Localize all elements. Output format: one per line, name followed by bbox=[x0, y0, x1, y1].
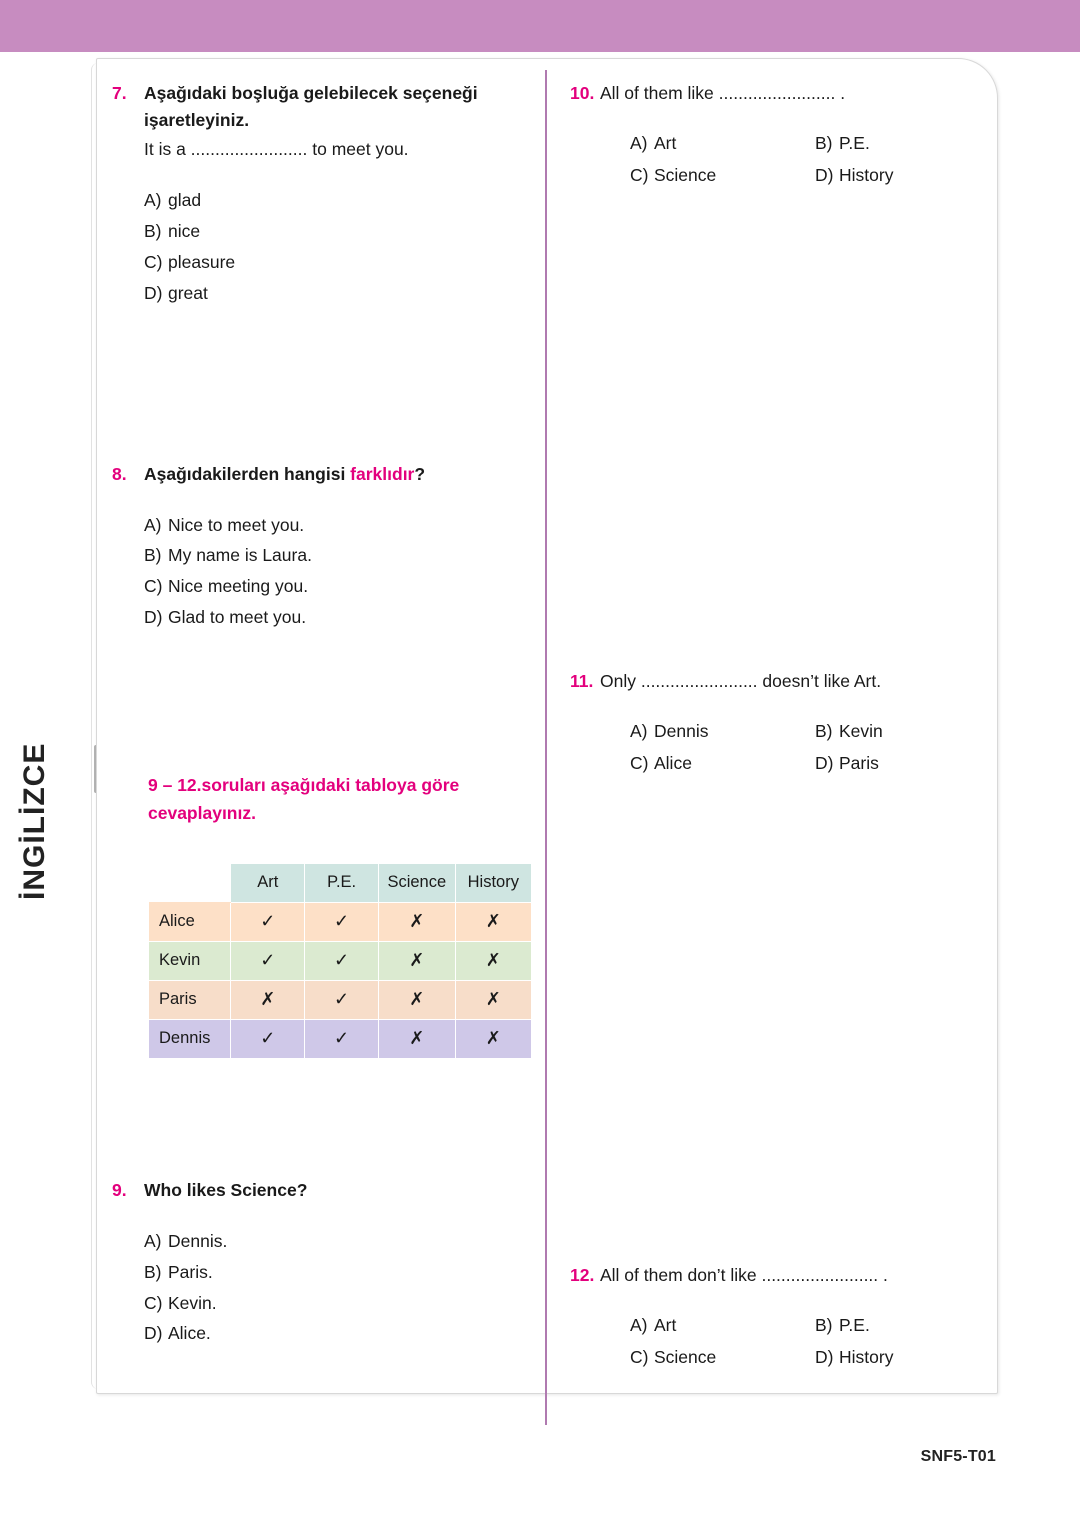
option-text: Kevin. bbox=[168, 1292, 217, 1313]
option-letter: A) bbox=[630, 720, 648, 741]
option-letter: D) bbox=[144, 1323, 163, 1344]
question-10-options bbox=[630, 129, 990, 190]
left-column bbox=[112, 80, 532, 1349]
question-9 bbox=[112, 1177, 532, 1349]
table-header-art: Art bbox=[231, 863, 305, 902]
table-header-row bbox=[149, 863, 532, 902]
question-7-options bbox=[144, 185, 532, 308]
option-row[interactable] bbox=[815, 129, 990, 157]
option-letter: B) bbox=[815, 720, 833, 741]
option-letter: B) bbox=[144, 221, 162, 242]
table-cell: ✗ bbox=[455, 980, 531, 1019]
table-row bbox=[149, 1019, 532, 1058]
option-letter: D) bbox=[144, 607, 163, 628]
option-row[interactable] bbox=[144, 510, 532, 541]
table-cell: ✗ bbox=[379, 980, 456, 1019]
top-banner bbox=[0, 0, 1080, 52]
table-cell: ✓ bbox=[231, 902, 305, 941]
option-letter: C) bbox=[144, 251, 163, 272]
option-row[interactable] bbox=[815, 749, 990, 777]
question-9-options bbox=[144, 1226, 532, 1349]
option-text: Art bbox=[654, 133, 677, 154]
table-cell: ✓ bbox=[231, 941, 305, 980]
table-cell: ✓ bbox=[231, 1019, 305, 1058]
option-row[interactable] bbox=[144, 278, 532, 309]
question-8-prompt-post: ? bbox=[414, 463, 426, 484]
option-text: great bbox=[168, 282, 208, 303]
option-letter: B) bbox=[815, 133, 833, 154]
option-row[interactable] bbox=[144, 1318, 532, 1349]
table-instruction: 9 – 12.soruları aşağıdaki tabloya göre cevaplayınız. bbox=[148, 774, 460, 823]
option-letter: A) bbox=[630, 133, 648, 154]
question-7-prompt: Aşağıdaki boşluğa gelebilecek seçeneği işaretleyiniz. bbox=[144, 83, 478, 131]
table-row bbox=[149, 980, 532, 1019]
option-row[interactable] bbox=[630, 129, 815, 157]
question-9-prompt: Who likes Science? bbox=[144, 1179, 308, 1200]
table-header-science: Science bbox=[379, 863, 456, 902]
option-row[interactable] bbox=[815, 1343, 990, 1371]
table-corner-cell bbox=[149, 863, 231, 902]
option-text: Paris. bbox=[168, 1261, 213, 1282]
table-cell: ✗ bbox=[455, 1019, 531, 1058]
table-cell: ✗ bbox=[231, 980, 305, 1019]
option-row[interactable] bbox=[630, 1343, 815, 1371]
option-text: Nice meeting you. bbox=[168, 576, 309, 597]
option-row[interactable] bbox=[815, 1311, 990, 1339]
question-7-number: 7. bbox=[112, 83, 127, 103]
question-12-number: 12. bbox=[570, 1264, 595, 1285]
question-8 bbox=[112, 461, 532, 633]
option-text: glad bbox=[168, 190, 202, 211]
question-11-number: 11. bbox=[570, 670, 594, 691]
option-row[interactable] bbox=[144, 1257, 532, 1288]
option-text: History bbox=[839, 165, 894, 186]
table-cell: ✗ bbox=[455, 902, 531, 941]
question-8-prompt-highlight: farklıdır bbox=[350, 463, 415, 484]
option-text: Dennis. bbox=[168, 1231, 228, 1251]
option-text: P.E. bbox=[839, 1314, 870, 1335]
option-letter: C) bbox=[630, 165, 649, 186]
option-row[interactable] bbox=[144, 1288, 532, 1319]
option-text: Dennis bbox=[654, 720, 709, 741]
table-row-name: Kevin bbox=[149, 941, 231, 980]
option-text: pleasure bbox=[168, 251, 236, 272]
option-letter: B) bbox=[144, 545, 162, 566]
option-row[interactable] bbox=[144, 216, 532, 247]
option-row[interactable] bbox=[630, 161, 815, 189]
question-8-number: 8. bbox=[112, 463, 127, 484]
option-text: My name is Laura. bbox=[168, 545, 312, 566]
question-11-prompt: Only ........................ doesn’t like Art. bbox=[600, 670, 882, 691]
option-letter: B) bbox=[144, 1261, 162, 1282]
preferences-table bbox=[148, 863, 532, 1059]
subject-label: İNGİLİZCE bbox=[18, 742, 51, 900]
option-row[interactable] bbox=[144, 185, 532, 216]
footer-code: SNF5-T01 bbox=[920, 1448, 996, 1465]
option-row[interactable] bbox=[630, 1311, 815, 1339]
option-letter: C) bbox=[144, 576, 163, 597]
question-10 bbox=[570, 80, 990, 190]
question-10-number: 10. bbox=[570, 83, 595, 103]
option-row[interactable] bbox=[144, 247, 532, 278]
option-letter: A) bbox=[144, 514, 162, 535]
table-row bbox=[149, 941, 532, 980]
table-row-name: Alice bbox=[149, 902, 231, 941]
option-letter: C) bbox=[630, 753, 649, 774]
option-text: Paris bbox=[839, 753, 879, 774]
option-letter: C) bbox=[630, 1347, 649, 1368]
option-letter: D) bbox=[144, 282, 163, 303]
option-row[interactable] bbox=[630, 749, 815, 777]
option-letter: D) bbox=[815, 753, 834, 774]
table-row-name: Paris bbox=[149, 980, 231, 1019]
option-text: Science bbox=[654, 165, 717, 186]
option-letter: B) bbox=[815, 1314, 833, 1335]
question-8-options bbox=[144, 510, 532, 633]
question-7 bbox=[112, 80, 532, 309]
table-cell: ✗ bbox=[379, 941, 456, 980]
question-7-sentence: It is a ........................ to meet you. bbox=[144, 139, 409, 160]
option-text: nice bbox=[168, 221, 201, 242]
option-text: Nice to meet you. bbox=[168, 514, 305, 535]
option-text: Alice. bbox=[168, 1323, 211, 1344]
column-divider bbox=[545, 70, 547, 1425]
option-letter: A) bbox=[144, 190, 162, 211]
question-12-prompt: All of them don’t like ........................ . bbox=[600, 1264, 888, 1285]
question-9-number: 9. bbox=[112, 1179, 127, 1200]
table-cell: ✓ bbox=[305, 980, 379, 1019]
question-8-prompt-pre: Aşağıdakilerden hangisi bbox=[144, 463, 351, 484]
table-header-history: History bbox=[455, 863, 531, 902]
question-12 bbox=[570, 1262, 990, 1372]
option-letter: A) bbox=[144, 1231, 162, 1251]
option-letter: D) bbox=[815, 165, 834, 186]
table-cell: ✓ bbox=[305, 902, 379, 941]
table-cell: ✓ bbox=[305, 1019, 379, 1058]
option-text: Kevin bbox=[839, 720, 883, 741]
option-row[interactable] bbox=[815, 717, 990, 745]
option-row[interactable] bbox=[144, 540, 532, 571]
option-row[interactable] bbox=[144, 602, 532, 633]
option-text: Science bbox=[654, 1347, 717, 1368]
right-column bbox=[570, 80, 990, 1371]
question-8-prompt bbox=[144, 461, 532, 488]
option-letter: C) bbox=[144, 1292, 163, 1313]
option-text: History bbox=[839, 1347, 894, 1368]
table-header-pe: P.E. bbox=[305, 863, 379, 902]
option-row[interactable] bbox=[630, 717, 815, 745]
table-row-name: Dennis bbox=[149, 1019, 231, 1058]
question-10-prompt: All of them like ........................ . bbox=[600, 83, 846, 103]
table-cell: ✗ bbox=[379, 1019, 456, 1058]
question-11 bbox=[570, 668, 990, 778]
table-row bbox=[149, 902, 532, 941]
question-11-options bbox=[630, 717, 990, 778]
option-letter: A) bbox=[630, 1314, 648, 1335]
table-cell: ✗ bbox=[379, 902, 456, 941]
option-text: Glad to meet you. bbox=[168, 607, 307, 628]
table-cell: ✓ bbox=[305, 941, 379, 980]
option-text: Art bbox=[654, 1314, 677, 1335]
option-text: P.E. bbox=[839, 133, 870, 154]
option-text: Alice bbox=[654, 753, 692, 774]
question-12-options bbox=[630, 1311, 990, 1372]
table-cell: ✗ bbox=[455, 941, 531, 980]
option-row[interactable] bbox=[815, 161, 990, 189]
option-letter: D) bbox=[815, 1347, 834, 1368]
option-row[interactable] bbox=[144, 571, 532, 602]
option-row[interactable] bbox=[144, 1226, 532, 1257]
